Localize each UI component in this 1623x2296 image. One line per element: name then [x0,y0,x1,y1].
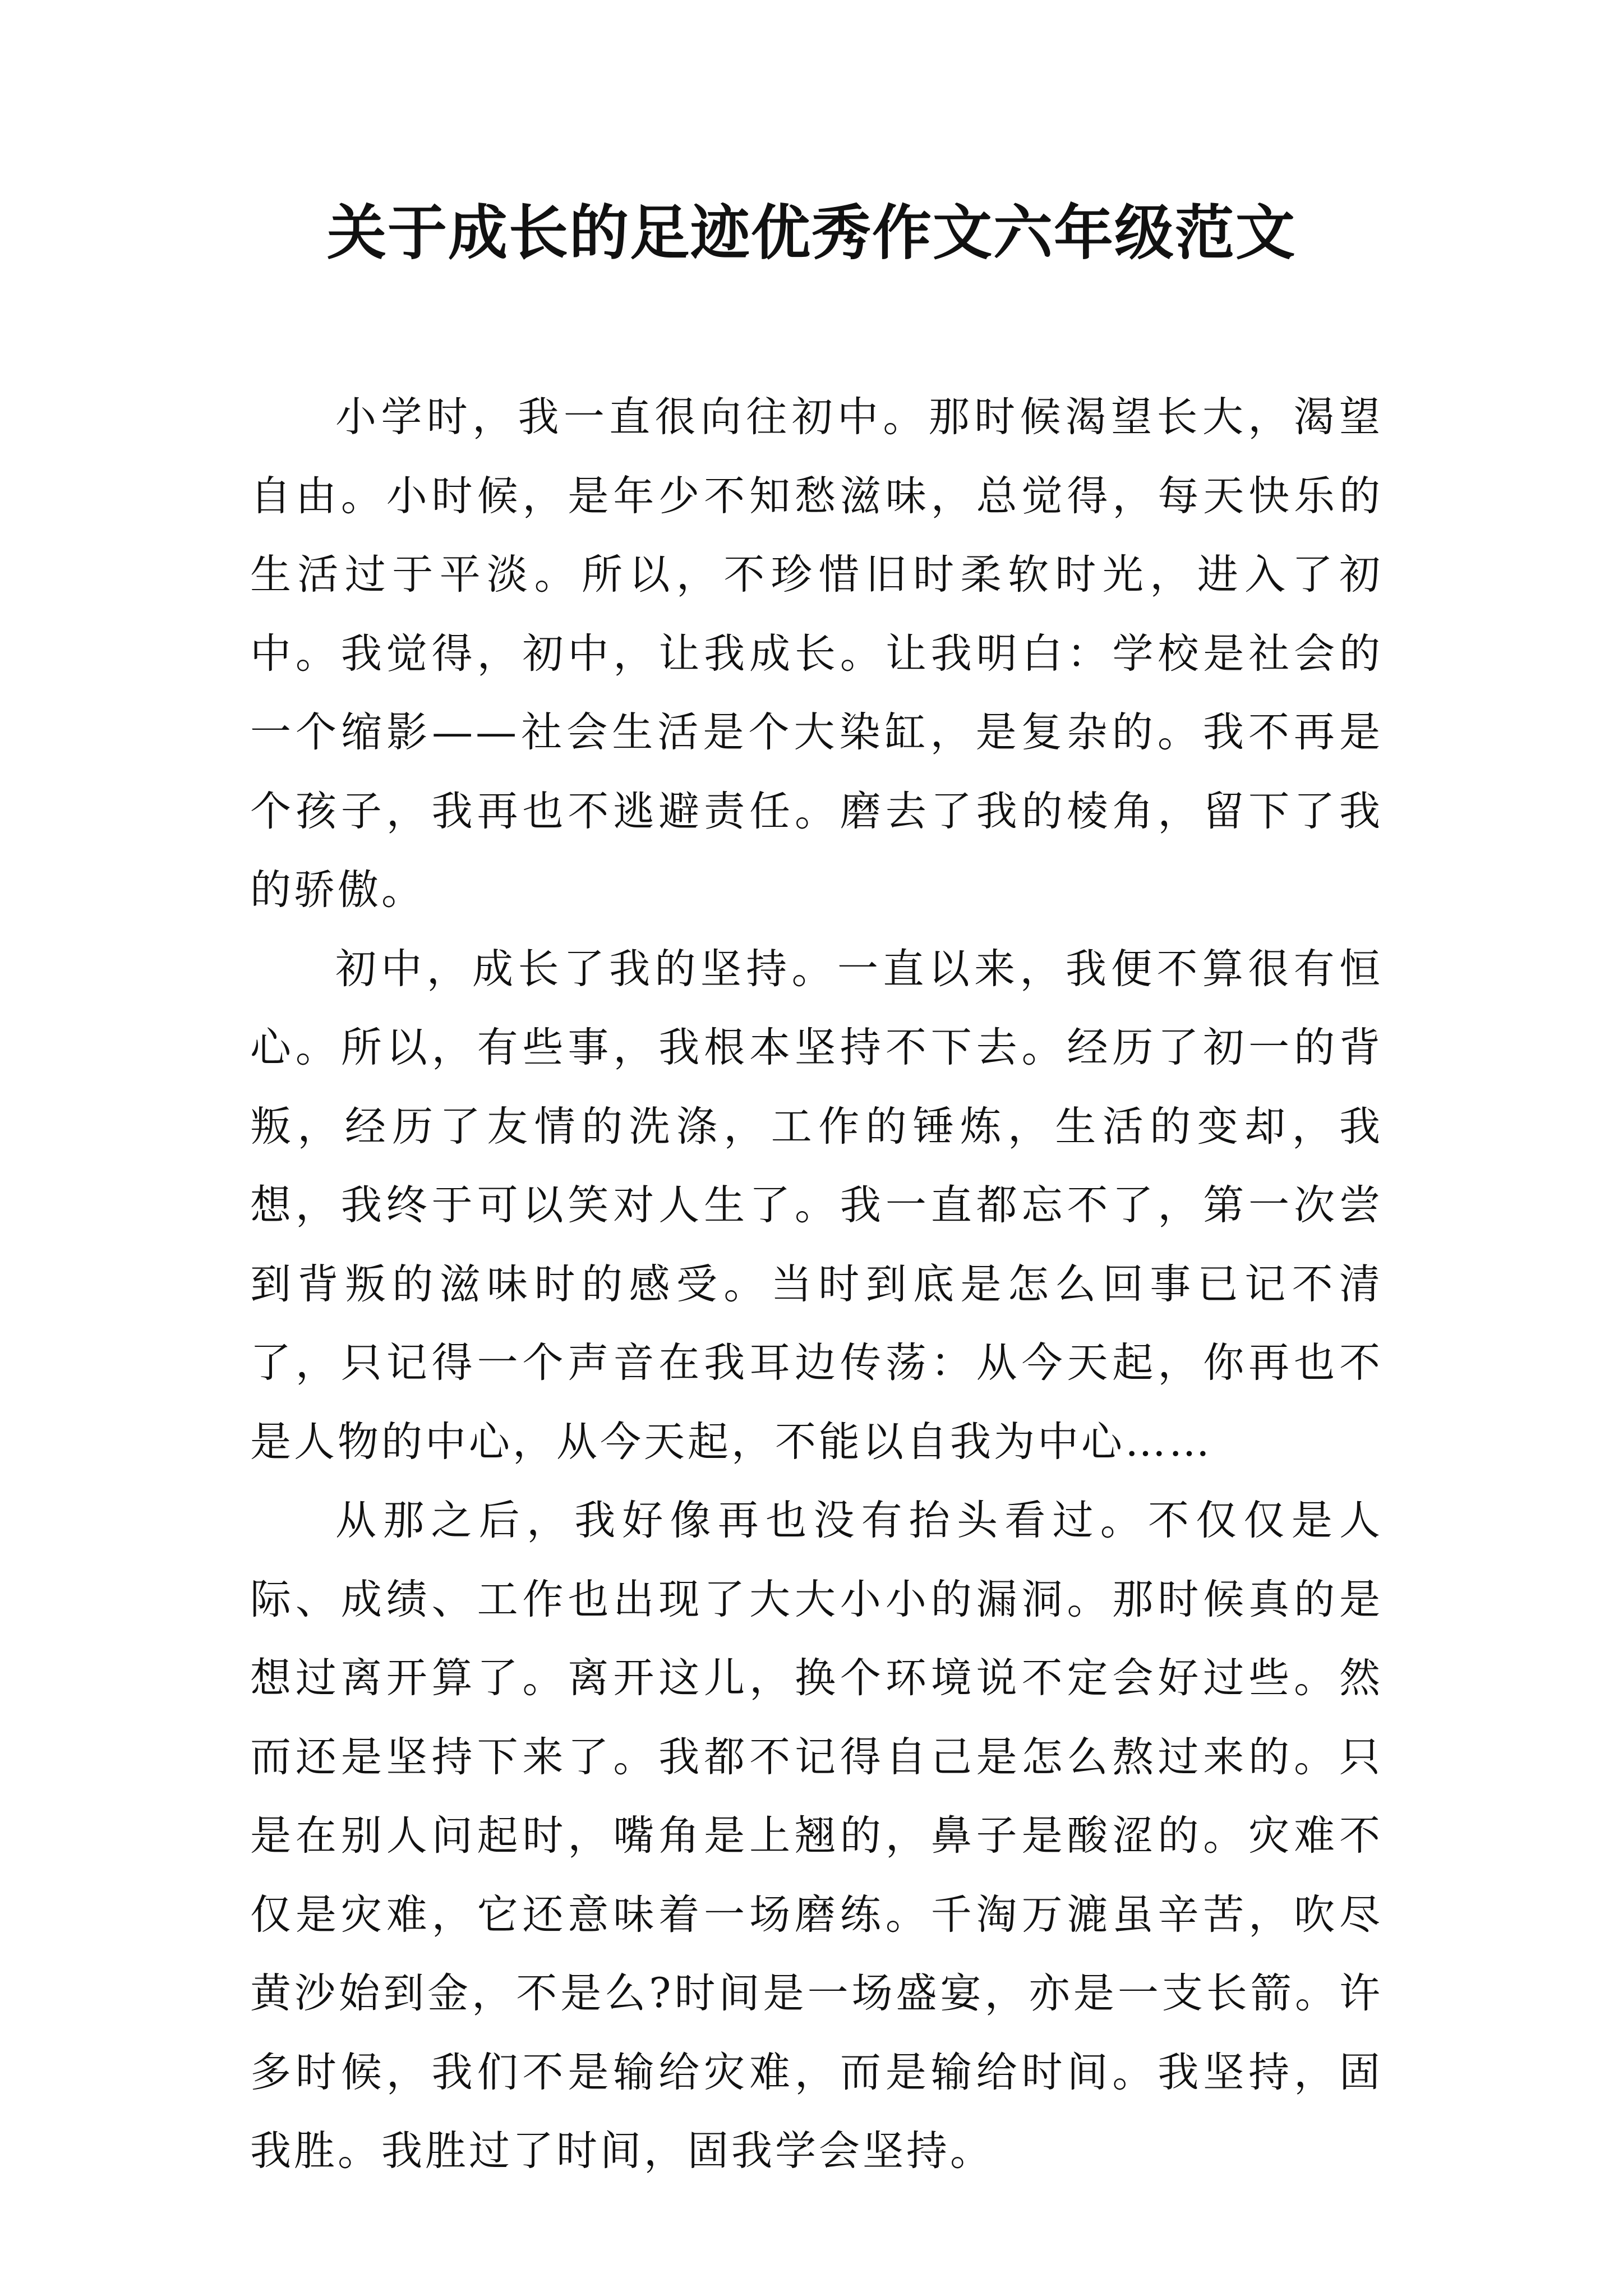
paragraph-2: 初中，成长了我的坚持。一直以来，我便不算很有恒心。所以，有些事，我根本坚持不下去。经历了初一的背叛，经历了友情的洗涤，工作的锤炼，生活的变却，我想，我终于可以笑对人生了。我一直都忘不了，第一次尝到背叛的滋味时的感受。当时到底是怎么回事已记不清了，只记得一个声音在我耳边传荡：从今天起，你再也不是人物的中心，从今天起，不能以自我为中心…… [250,945,1383,1466]
document-body [250,378,1383,2191]
paragraph-1: 小学时，我一直很向往初中。那时候渴望长大，渴望自由。小时候，是年少不知愁滋味，总觉得，每天快乐的生活过于平淡。所以，不珍惜旧时柔软时光，进入了初中。我觉得，初中，让我成长。让我明白：学校是社会的一个缩影——社会生活是个大染缸，是复杂的。我不再是个孩子，我再也不逃避责任。磨去了我的棱角，留下了我的骄傲。 [250,393,1383,914]
paragraph-3: 从那之后，我好像再也没有抬头看过。不仅仅是人际、成绩、工作也出现了大大小小的漏洞。那时候真的是想过离开算了。离开这儿，换个环境说不定会好过些。然而还是坚持下来了。我都不记得自己是怎么熬过来的。只是在别人问起时，嘴角是上翘的，鼻子是酸涩的。灾难不仅是灾难，它还意味着一场磨练。千淘万漉虽辛苦，吹尽黄沙始到金，不是么?时间是一场盛宴，亦是一支长箭。许多时候，我们不是输给灾难，而是输给时间。我坚持，固我胜。我胜过了时间，固我学会坚持。 [250,1497,1383,2175]
document-title: 关于成长的足迹优秀作文六年级范文 [327,197,1296,268]
